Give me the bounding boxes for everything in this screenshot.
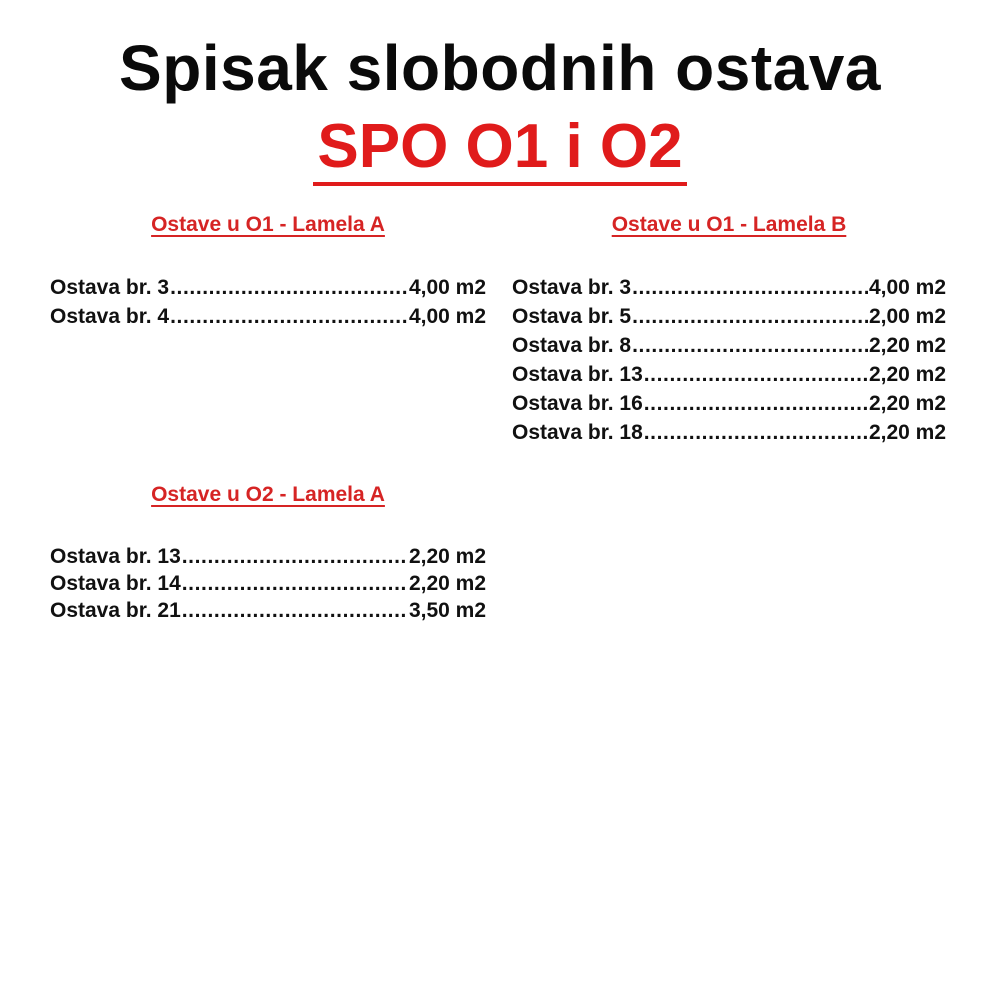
storage-area: 2,20 m2 [868,392,946,415]
storage-area: 2,20 m2 [868,421,946,444]
section-heading: Ostave u O1 - Lamela A [151,213,385,236]
storage-area: 2,00 m2 [868,305,946,328]
storage-area: 2,20 m2 [868,363,946,386]
page-subtitle-text: SPO O1 i O2 [313,112,686,186]
dot-leader [170,302,408,331]
storage-label: Ostava br. 13 [50,545,181,568]
section-heading: Ostave u O2 - Lamela A [151,483,385,506]
storage-list [50,543,486,624]
storage-list [512,273,946,447]
storage-label: Ostava br. 13 [512,363,643,386]
list-item [50,570,486,597]
storage-area: 2,20 m2 [408,572,486,595]
section-o1-lamela-b [512,212,946,447]
storage-label: Ostava br. 3 [512,276,632,299]
storage-area: 2,20 m2 [868,334,946,357]
storage-area: 4,00 m2 [408,276,486,299]
storage-label: Ostava br. 8 [512,334,632,357]
dot-leader [632,273,868,302]
list-item [50,597,486,624]
section-o2-lamela-a [50,482,486,624]
dot-leader [644,360,868,389]
storage-area: 2,20 m2 [408,545,486,568]
storage-area: 3,50 m2 [408,599,486,622]
dot-leader [644,418,868,447]
storage-list [50,273,486,331]
section-heading: Ostave u O1 - Lamela B [611,213,847,236]
list-item [512,389,946,418]
dot-leader [182,597,408,624]
storage-label: Ostava br. 16 [512,392,643,415]
dot-leader [644,389,868,418]
list-item [50,543,486,570]
page-subtitle [0,112,1000,186]
storage-label: Ostava br. 5 [512,305,632,328]
dot-leader [182,570,408,597]
storage-label: Ostava br. 14 [50,572,181,595]
storage-area: 4,00 m2 [408,305,486,328]
list-item [512,360,946,389]
dot-leader [632,302,868,331]
dot-leader [170,273,408,302]
storage-label: Ostava br. 4 [50,305,170,328]
list-item [512,302,946,331]
list-item [50,273,486,302]
dot-leader [182,543,408,570]
storage-area: 4,00 m2 [868,276,946,299]
section-o1-lamela-a [50,212,486,331]
storage-label: Ostava br. 3 [50,276,170,299]
list-item [50,302,486,331]
storage-label: Ostava br. 21 [50,599,181,622]
page-title: Spisak slobodnih ostava [119,32,881,104]
list-item [512,331,946,360]
list-item [512,418,946,447]
list-item [512,273,946,302]
storage-label: Ostava br. 18 [512,421,643,444]
dot-leader [632,331,868,360]
